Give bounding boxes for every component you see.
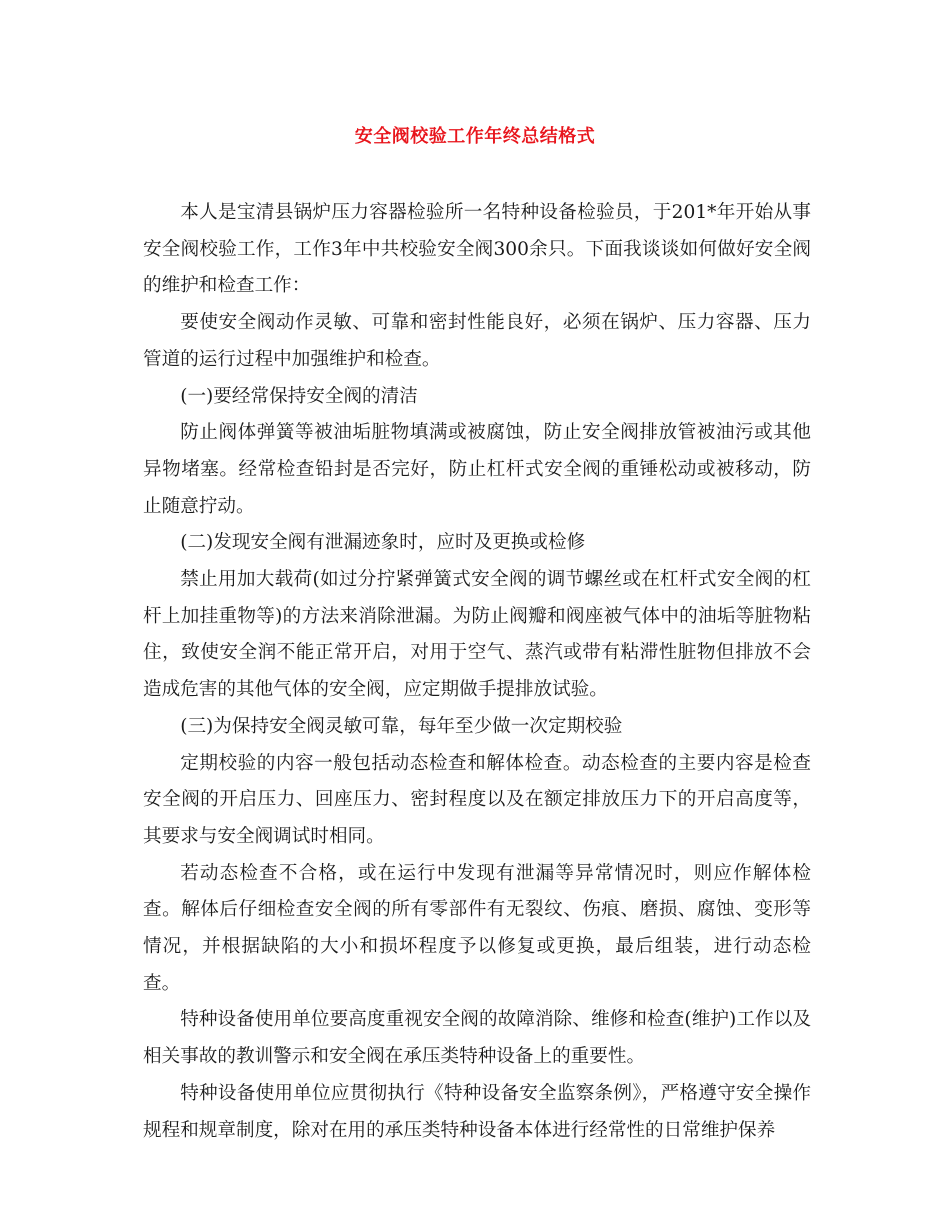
paragraph-section-2: 禁止用加大载荷(如过分拧紧弹簧式安全阀的调节螺丝或在杠杆式安全阀的杠杆上加挂重物等)的方法来消除泄漏。为防止阀瓣和阀座被气体中的油垢等脏物粘住，致使安全润不能正常开启，对用于空气、蒸汽或带有粘滞性脏物但排放不会造成危害的其他气体的安全阀，应定期做手提排放试验。 <box>143 569 811 701</box>
section-heading-1: (一)要经常保持安全阀的清洁 <box>180 385 418 407</box>
paragraph-intro: 本人是宝清县锅炉压力容器检验所一名特种设备检验员，于201*年开始从事安全阀校验工作，工作3年中共校验安全阀300余只。下面我谈谈如何做好安全阀的维护和检查工作： <box>143 202 811 297</box>
paragraph-user-attention: 特种设备使用单位要高度重视安全阀的故障消除、维修和检查(维护)工作以及相关事故的教训警示和安全阀在承压类特种设备上的重要性。 <box>143 1009 811 1068</box>
section-heading-2: (二)发现安全阀有泄漏迹象时，应时及更换或检修 <box>180 532 586 554</box>
paragraph-regulation: 特种设备使用单位应贯彻执行《特种设备安全监察条例》，严格遵守安全操作规程和规章制度，除对在用的承压类特种设备本体进行经常性的日常维护保养 <box>143 1082 811 1141</box>
paragraph-section-1: 防止阀体弹簧等被油垢脏物填满或被腐蚀，防止安全阀排放管被油污或其他异物堵塞。经常检查铅封是否完好，防止杠杆式安全阀的重锤松动或被移动，防止随意拧动。 <box>143 422 811 517</box>
paragraph-dismantle-check: 若动态检查不合格，或在运行中发现有泄漏等异常情况时，则应作解体检查。解体后仔细检查安全阀的所有零部件有无裂纹、伤痕、磨损、腐蚀、变形等情况，并根据缺陷的大小和损坏程度予以修复或更换，最后组装，进行动态检查。 <box>143 862 811 994</box>
document-body <box>143 195 811 1149</box>
section-heading-3: (三)为保持安全阀灵敏可靠，每年至少做一次定期校验 <box>180 715 623 737</box>
paragraph-section-3: 定期校验的内容一般包括动态检查和解体检查。动态检查的主要内容是检查安全阀的开启压力、回座压力、密封程度以及在额定排放压力下的开启高度等，其要求与安全阀调试时相同。 <box>143 752 811 847</box>
paragraph-maintenance-requirement: 要使安全阀动作灵敏、可靠和密封性能良好，必须在锅炉、压力容器、压力管道的运行过程中加强维护和检查。 <box>143 312 811 370</box>
document-title: 安全阀校验工作年终总结格式 <box>354 126 596 147</box>
